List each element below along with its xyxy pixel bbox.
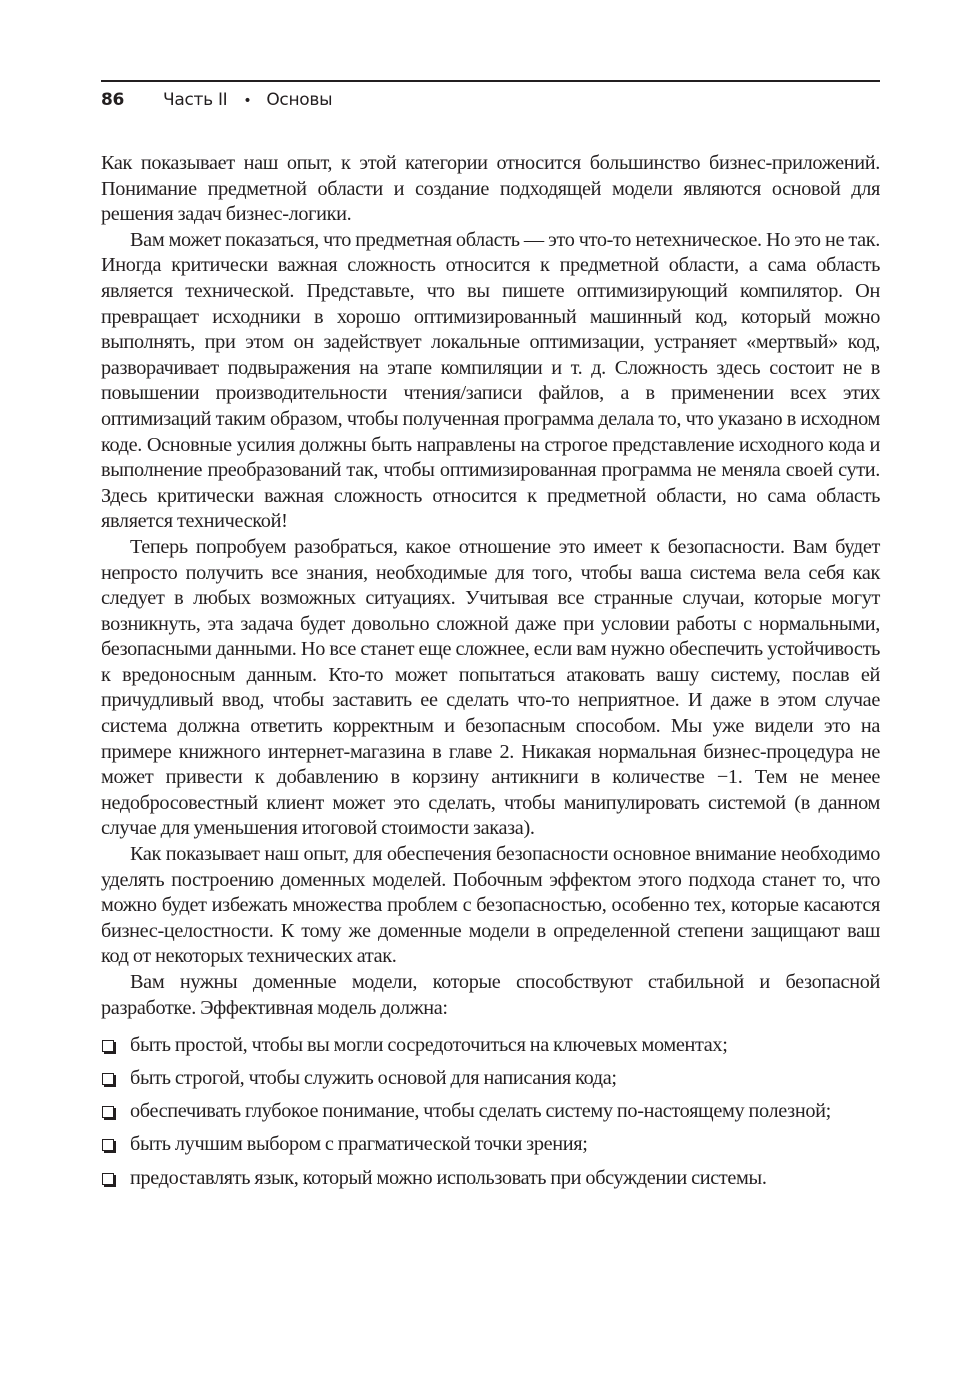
- paragraph: Вам может показаться, что предметная область — это что-то нетехническое. Но это не так. Иногда критически важная сложность относится к предметной области, а сама область является технической. Представьте, что вы пишете оптимизирующий компилятор. Он превращает исходники в хорошо оптимизированный машинный код, который можно выполнять, при этом он задействует локальные оптимизации, устраняет «мертвый» код, разворачивает подвыражения на этапе компиляции и т. д. Сложность здесь состоит не в повышении производительности чтения/записи файлов, а в применении всех этих оптимизаций таким образом, чтобы полученная программа делала то, что указано в исходном коде. Основные усилия должны быть направлены на строгое представление исходного кода и выполнение преобразований так, чтобы оптимизированная программа не меняла своей сути. Здесь критически важная сложность относится к предметной области, но сама область является технической!: [101, 228, 880, 533]
- book-page: [101, 80, 880, 1199]
- checkbox-bullet-icon: [101, 1099, 130, 1125]
- section-label: Основы: [266, 90, 333, 110]
- checkbox-bullet-icon: [101, 1066, 130, 1092]
- body-text: [101, 151, 880, 1021]
- bullet-separator-icon: •: [243, 93, 252, 109]
- paragraph: Как показывает наш опыт, к этой категории относится большинство бизнес-приложений. Понимание предметной области и создание подходящей модели являются основой для решения задач бизнес-логики.: [101, 152, 880, 226]
- list-item: [101, 1166, 880, 1192]
- list-item-text: быть лучшим выбором с прагматической точки зрения;: [130, 1133, 588, 1156]
- paragraph: Теперь попробуем разобраться, какое отношение это имеет к безопасности. Вам будет непросто получить все знания, необходимые для того, чтобы ваша система вела себя как следует в любых возможных ситуациях. Учитывая все странные случаи, которые могут возникнуть, эта задача будет довольно сложной даже при условии работы с нормальными, безопасными данными. Но все станет еще сложнее, если вам нужно обеспечить устойчивость к вредоносным данным. Кто-то может попытаться атаковать вашу систему, послав ей причудливый ввод, чтобы заставить ее сделать что-то неприятное. И даже в этом случае система должна ответить корректным и безопасным способом. Мы уже видели это на примере книжного интернет-магазина в главе 2. Никакая нормальная бизнес-процедура не может привести к добавлению в корзину антикниги в количестве −1. Тем не менее недобросовестный клиент может это сделать, чтобы манипулировать системой (в данном случае для уменьшения итоговой стоимости заказа).: [101, 535, 880, 840]
- header-rule: [101, 80, 880, 82]
- list-item-text: обеспечивать глубокое понимание, чтобы сделать систему по-настоящему полезной;: [130, 1100, 831, 1123]
- checkbox-bullet-icon: [101, 1033, 130, 1059]
- list-item: [101, 1033, 880, 1059]
- list-item: [101, 1066, 880, 1092]
- checkbox-bullet-icon: [101, 1132, 130, 1158]
- list-item: [101, 1132, 880, 1158]
- page-number: 86: [101, 90, 125, 110]
- list-item-text: быть строгой, чтобы служить основой для написания кода;: [130, 1067, 617, 1090]
- paragraph: Как показывает наш опыт, для обеспечения безопасности основное внимание необходимо уделять построению доменных моделей. Побочным эффектом этого подхода станет то, что можно будет избежать множества проблем с безопасностью, особенно тех, которые касаются бизнес-целостности. К тому же доменные модели в определенной степени защищают ваш код от некоторых технических атак.: [101, 843, 880, 968]
- bullet-list: [101, 1033, 880, 1191]
- part-label: Часть II: [163, 90, 228, 110]
- list-item: [101, 1099, 880, 1125]
- checkbox-bullet-icon: [101, 1166, 130, 1192]
- list-item-text: предоставлять язык, который можно использовать при обсуждении системы.: [130, 1166, 767, 1189]
- running-head: [101, 90, 880, 114]
- paragraph: Вам нужны доменные модели, которые способствуют стабильной и безопасной разработке. Эффективная модель должна:: [101, 971, 880, 1019]
- list-item-text: быть простой, чтобы вы могли сосредоточиться на ключевых моментах;: [130, 1034, 728, 1057]
